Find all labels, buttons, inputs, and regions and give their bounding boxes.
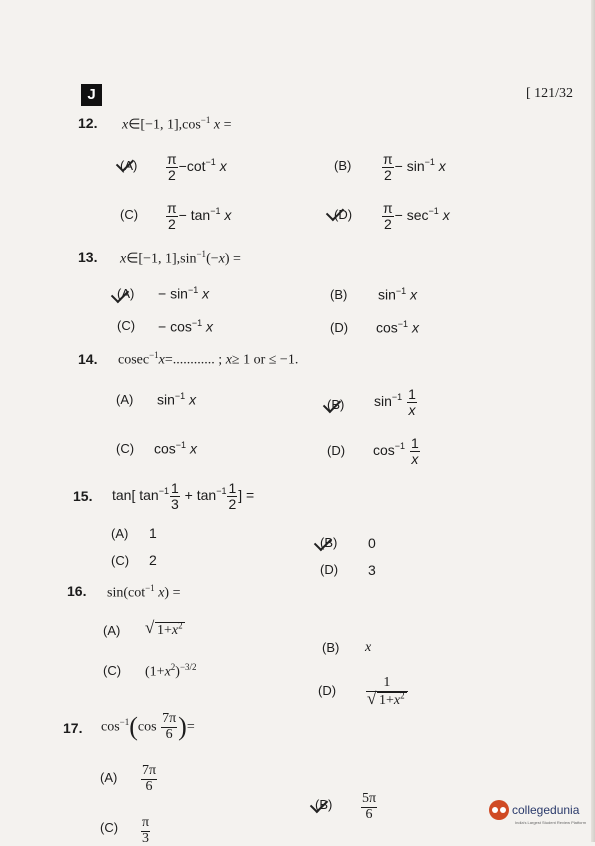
question-stem: $\sin(\cot^{-1}$ x) = bbox=[107, 583, 181, 601]
option-label: (C) bbox=[100, 820, 119, 835]
paper-code: [ 121/32 bbox=[526, 86, 574, 101]
option-label: (B) bbox=[334, 158, 352, 173]
question-stem: $\cos^{-1}(\cos$ $\frac{7\pi}{6}$ )= bbox=[101, 711, 195, 742]
question-stem: tan[ $\tan^{-1}$ $\frac{1}{3}$ + $\tan^{-1}$ $\frac{1}{2}$ ] = bbox=[112, 480, 255, 512]
option-value: $\cos^{-1} x$ bbox=[376, 319, 419, 336]
option-value: − $\cos^{-1} x$ bbox=[158, 318, 214, 335]
question-stem: x∈[−1, $1],\cos^{-1}$ x = bbox=[122, 115, 232, 133]
option-value: − $\sin^{-1} x$ bbox=[158, 285, 210, 302]
option-value: $\cos^{-1} x$ bbox=[154, 440, 197, 457]
option-value: $\sin^{-1} x$ bbox=[378, 286, 418, 303]
option-label: (A) bbox=[120, 158, 138, 173]
option-value: 0 bbox=[368, 535, 376, 551]
set-badge: J bbox=[81, 84, 102, 106]
option-label: (B) bbox=[322, 640, 340, 655]
page-edge bbox=[591, 0, 595, 842]
option-label: (A) bbox=[111, 526, 129, 541]
logo-name: collegedunia bbox=[512, 803, 580, 817]
option-value: 1 √ $1+x^2$ bbox=[365, 676, 409, 709]
option-label: (A) bbox=[103, 623, 121, 638]
question-number: 14. bbox=[78, 351, 98, 367]
question-stem: cosec$^{-1}$x=............ ; x≥ 1 or ≤ −1. bbox=[118, 350, 299, 368]
option-value: $\frac{\pi}{2}$ − $\sin^{-1} x$ bbox=[383, 151, 446, 183]
option-label: (A) bbox=[116, 392, 134, 407]
option-value: $\frac{7\pi}{6}$ bbox=[142, 763, 157, 794]
option-label: (D) bbox=[330, 320, 349, 335]
option-label: (D) bbox=[318, 683, 337, 698]
option-label: (D) bbox=[320, 562, 339, 577]
option-value: $\cos^{-1}$ $\frac{1}{x}$ bbox=[373, 435, 419, 467]
option-label: (A) bbox=[100, 770, 118, 785]
option-value: $\sin^{-1} x$ bbox=[157, 391, 197, 408]
logo-tagline: India's Largest Student Review Platform bbox=[515, 820, 587, 825]
option-value: 1 bbox=[149, 525, 157, 541]
option-label: (B) bbox=[320, 535, 338, 550]
question-number: 15. bbox=[73, 488, 93, 504]
question-number: 12. bbox=[78, 115, 98, 131]
option-value: √ $1+x^2$ bbox=[145, 620, 185, 639]
question-stem: x∈[−1, $1],\sin^{-1}(-x)$ = bbox=[120, 249, 241, 267]
option-value: $\frac{\pi}{3}$ bbox=[142, 815, 150, 846]
option-label: (D) bbox=[334, 207, 353, 222]
option-label: (B) bbox=[330, 287, 348, 302]
question-number: 17. bbox=[63, 720, 83, 736]
option-label: (B) bbox=[315, 797, 333, 812]
option-label: (C) bbox=[111, 553, 130, 568]
option-value: $\frac{5\pi}{6}$ bbox=[362, 791, 377, 822]
option-value: $(1+x^2)^{-3/2}$ bbox=[145, 662, 197, 680]
collegedunia-logo bbox=[489, 800, 587, 825]
question-number: 13. bbox=[78, 249, 98, 265]
question-number: 16. bbox=[67, 583, 87, 599]
option-value: 3 bbox=[368, 562, 376, 578]
option-value: $\frac{\pi}{2}$ $-\cot^{-1}$ x bbox=[167, 151, 227, 183]
option-value: $\frac{\pi}{2}$ − $\tan^{-1} x$ bbox=[167, 200, 232, 232]
option-label: (C) bbox=[116, 441, 135, 456]
owl-logo-icon bbox=[489, 800, 509, 820]
option-label: (C) bbox=[117, 318, 136, 333]
option-value: 2 bbox=[149, 552, 157, 568]
option-label: (D) bbox=[327, 443, 346, 458]
option-value: $\sin^{-1}$ $\frac{1}{x}$ bbox=[374, 386, 416, 418]
option-value: $\frac{\pi}{2}$ − $\sec^{-1} x$ bbox=[383, 200, 450, 232]
option-value: x bbox=[365, 640, 372, 655]
option-label: (C) bbox=[103, 663, 122, 678]
option-label: (C) bbox=[120, 207, 139, 222]
option-label: (A) bbox=[117, 286, 135, 301]
option-label: (B) bbox=[327, 397, 345, 412]
